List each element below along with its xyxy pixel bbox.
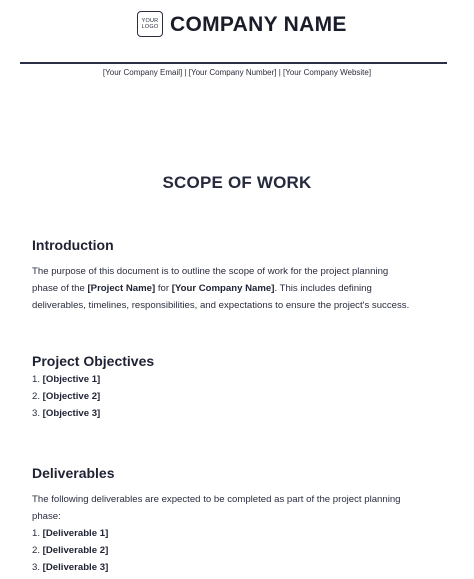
introduction-heading: Introduction xyxy=(32,237,114,253)
logo-text-line2: LOGO xyxy=(141,24,159,30)
intro-text-suffix: . This includes defining xyxy=(274,283,372,294)
document-title: SCOPE OF WORK xyxy=(162,173,312,192)
objectives-list xyxy=(32,371,100,422)
deliverables-line-1: The following deliverables are expected to be completed as part of the project planning xyxy=(32,494,401,505)
introduction-line-2 xyxy=(32,280,452,297)
deliverable-label: [Deliverable 1] xyxy=(42,528,109,539)
contact-line: [Your Company Email] | [Your Company Number] | [Your Company Website] xyxy=(102,68,372,77)
header-divider xyxy=(20,62,447,64)
logo-text-line1: YOUR xyxy=(141,17,159,24)
introduction-paragraph xyxy=(32,263,452,314)
intro-text-mid: for xyxy=(155,283,172,294)
list-item xyxy=(32,405,100,422)
list-item xyxy=(32,525,108,542)
list-number: 3. xyxy=(32,408,43,419)
document-header xyxy=(0,10,474,40)
introduction-line-3: deliverables, timelines, responsibilities, and expectations to ensure the project's success. xyxy=(32,300,410,311)
list-item xyxy=(32,388,100,405)
list-number: 2. xyxy=(32,391,43,402)
deliverable-label: [Deliverable 3] xyxy=(42,562,109,573)
list-number: 1. xyxy=(32,528,43,539)
deliverables-list xyxy=(32,525,108,576)
company-name-placeholder: [Your Company Name] xyxy=(171,283,275,294)
deliverables-heading: Deliverables xyxy=(32,465,115,481)
list-number: 1. xyxy=(32,374,43,385)
introduction-line-1: The purpose of this document is to outline the scope of work for the project planning xyxy=(32,266,389,277)
project-name-placeholder: [Project Name] xyxy=(87,283,156,294)
deliverable-label: [Deliverable 2] xyxy=(42,545,109,556)
objective-label: [Objective 3] xyxy=(42,408,101,419)
deliverables-line-2: phase: xyxy=(32,511,61,522)
list-item xyxy=(32,542,108,559)
list-item xyxy=(32,371,100,388)
logo-placeholder xyxy=(137,11,163,37)
list-number: 3. xyxy=(32,562,43,573)
objective-label: [Objective 1] xyxy=(42,374,101,385)
objectives-heading: Project Objectives xyxy=(32,353,155,369)
list-number: 2. xyxy=(32,545,43,556)
list-item xyxy=(32,559,108,576)
objective-label: [Objective 2] xyxy=(42,391,101,402)
deliverables-paragraph xyxy=(32,491,452,525)
company-name: COMPANY NAME xyxy=(170,13,347,36)
intro-text-prefix: phase of the xyxy=(32,283,88,294)
